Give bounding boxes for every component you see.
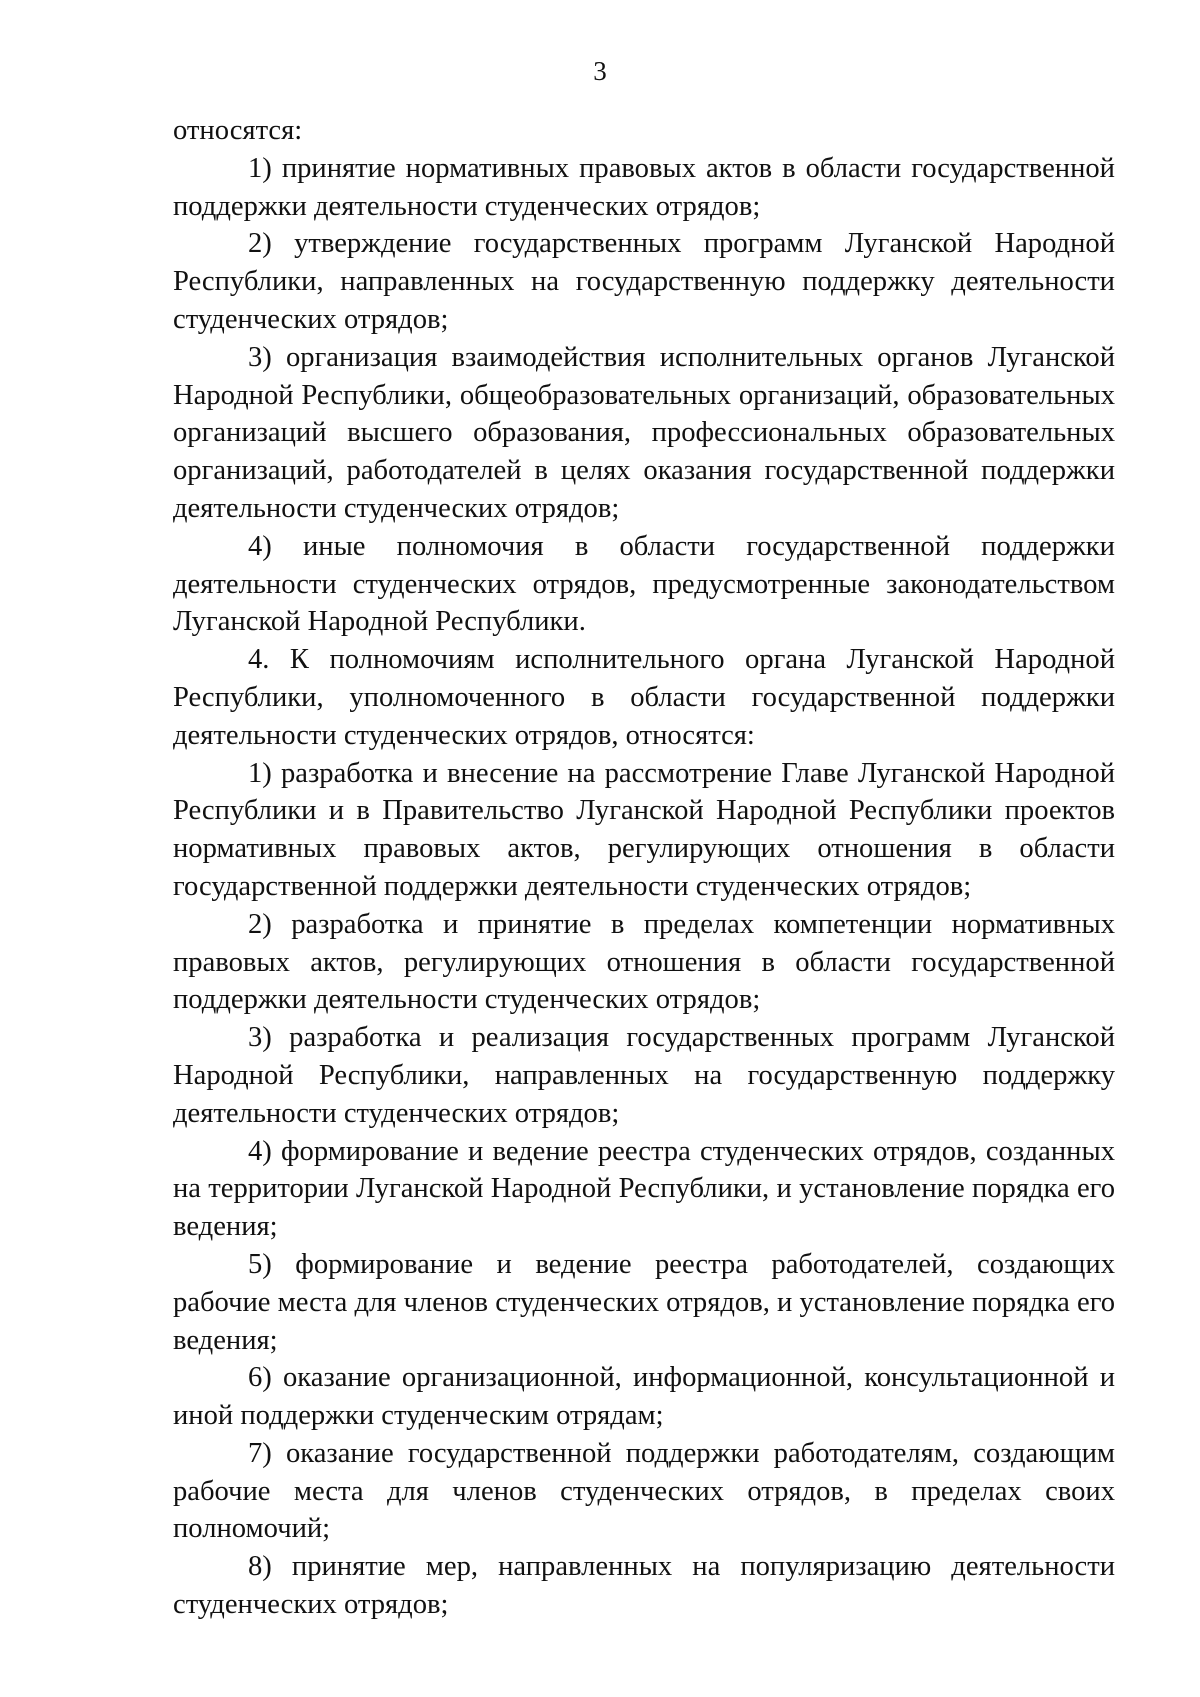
paragraph: 3) организация взаимодействия исполнительных органов Луганской Народной Республики, общеобразовательных организаций, образовательных организаций высшего образования, профессиональных образовательных организаций, работодателей в целях оказания государственной поддержки деятельности студенческих отрядов; <box>173 341 1115 524</box>
paragraph: 2) разработка и принятие в пределах компетенции нормативных правовых актов, регулирующих отношения в области государственной поддержки деятельности студенческих отрядов; <box>173 908 1115 1016</box>
paragraph: 4) иные полномочия в области государственной поддержки деятельности студенческих отрядов, предусмотренные законодательством Луганской Народной Республики. <box>173 530 1115 638</box>
paragraph: 8) принятие мер, направленных на популяризацию деятельности студенческих отрядов; <box>173 1551 1115 1621</box>
paragraph: 2) утверждение государственных программ Луганской Народной Республики, направленных на государственную поддержку деятельности студенческих отрядов; <box>173 228 1115 335</box>
paragraph: 5) формирование и ведение реестра работодателей, создающих рабочие места для членов студенческих отрядов, и установление порядка его ведения; <box>173 1248 1116 1356</box>
paragraph: 1) принятие нормативных правовых актов в области государственной поддержки деятельности студенческих отрядов; <box>173 152 1115 222</box>
paragraph: 6) оказание организационной, информационной, консультационной и иной поддержки студенческим отрядам; <box>173 1362 1115 1432</box>
page-number: 3 <box>593 56 607 86</box>
paragraph: 3) разработка и реализация государственных программ Луганской Народной Республики, направленных на государственную поддержку деятельности студенческих отрядов; <box>173 1022 1115 1129</box>
paragraph: 1) разработка и внесение на рассмотрение Главе Луганской Народной Республики и в Правительство Луганской Народной Республики проектов нормативных правовых актов, регулирующих отношения в области государственной поддержки деятельности студенческих отрядов; <box>173 757 1115 902</box>
document-body <box>173 112 1115 1624</box>
paragraph: 4. К полномочиям исполнительного органа Луганской Народной Республики, уполномоченного в области государственной поддержки деятельности студенческих отрядов, относятся: <box>173 644 1115 751</box>
paragraph: относятся: <box>173 115 303 146</box>
paragraph: 4) формирование и ведение реестра студенческих отрядов, созданных на территории Луганской Народной Республики, и установление порядка его ведения; <box>173 1135 1115 1243</box>
paragraph: 7) оказание государственной поддержки работодателям, создающим рабочие места для членов студенческих отрядов, в пределах своих полномочий; <box>173 1437 1115 1545</box>
